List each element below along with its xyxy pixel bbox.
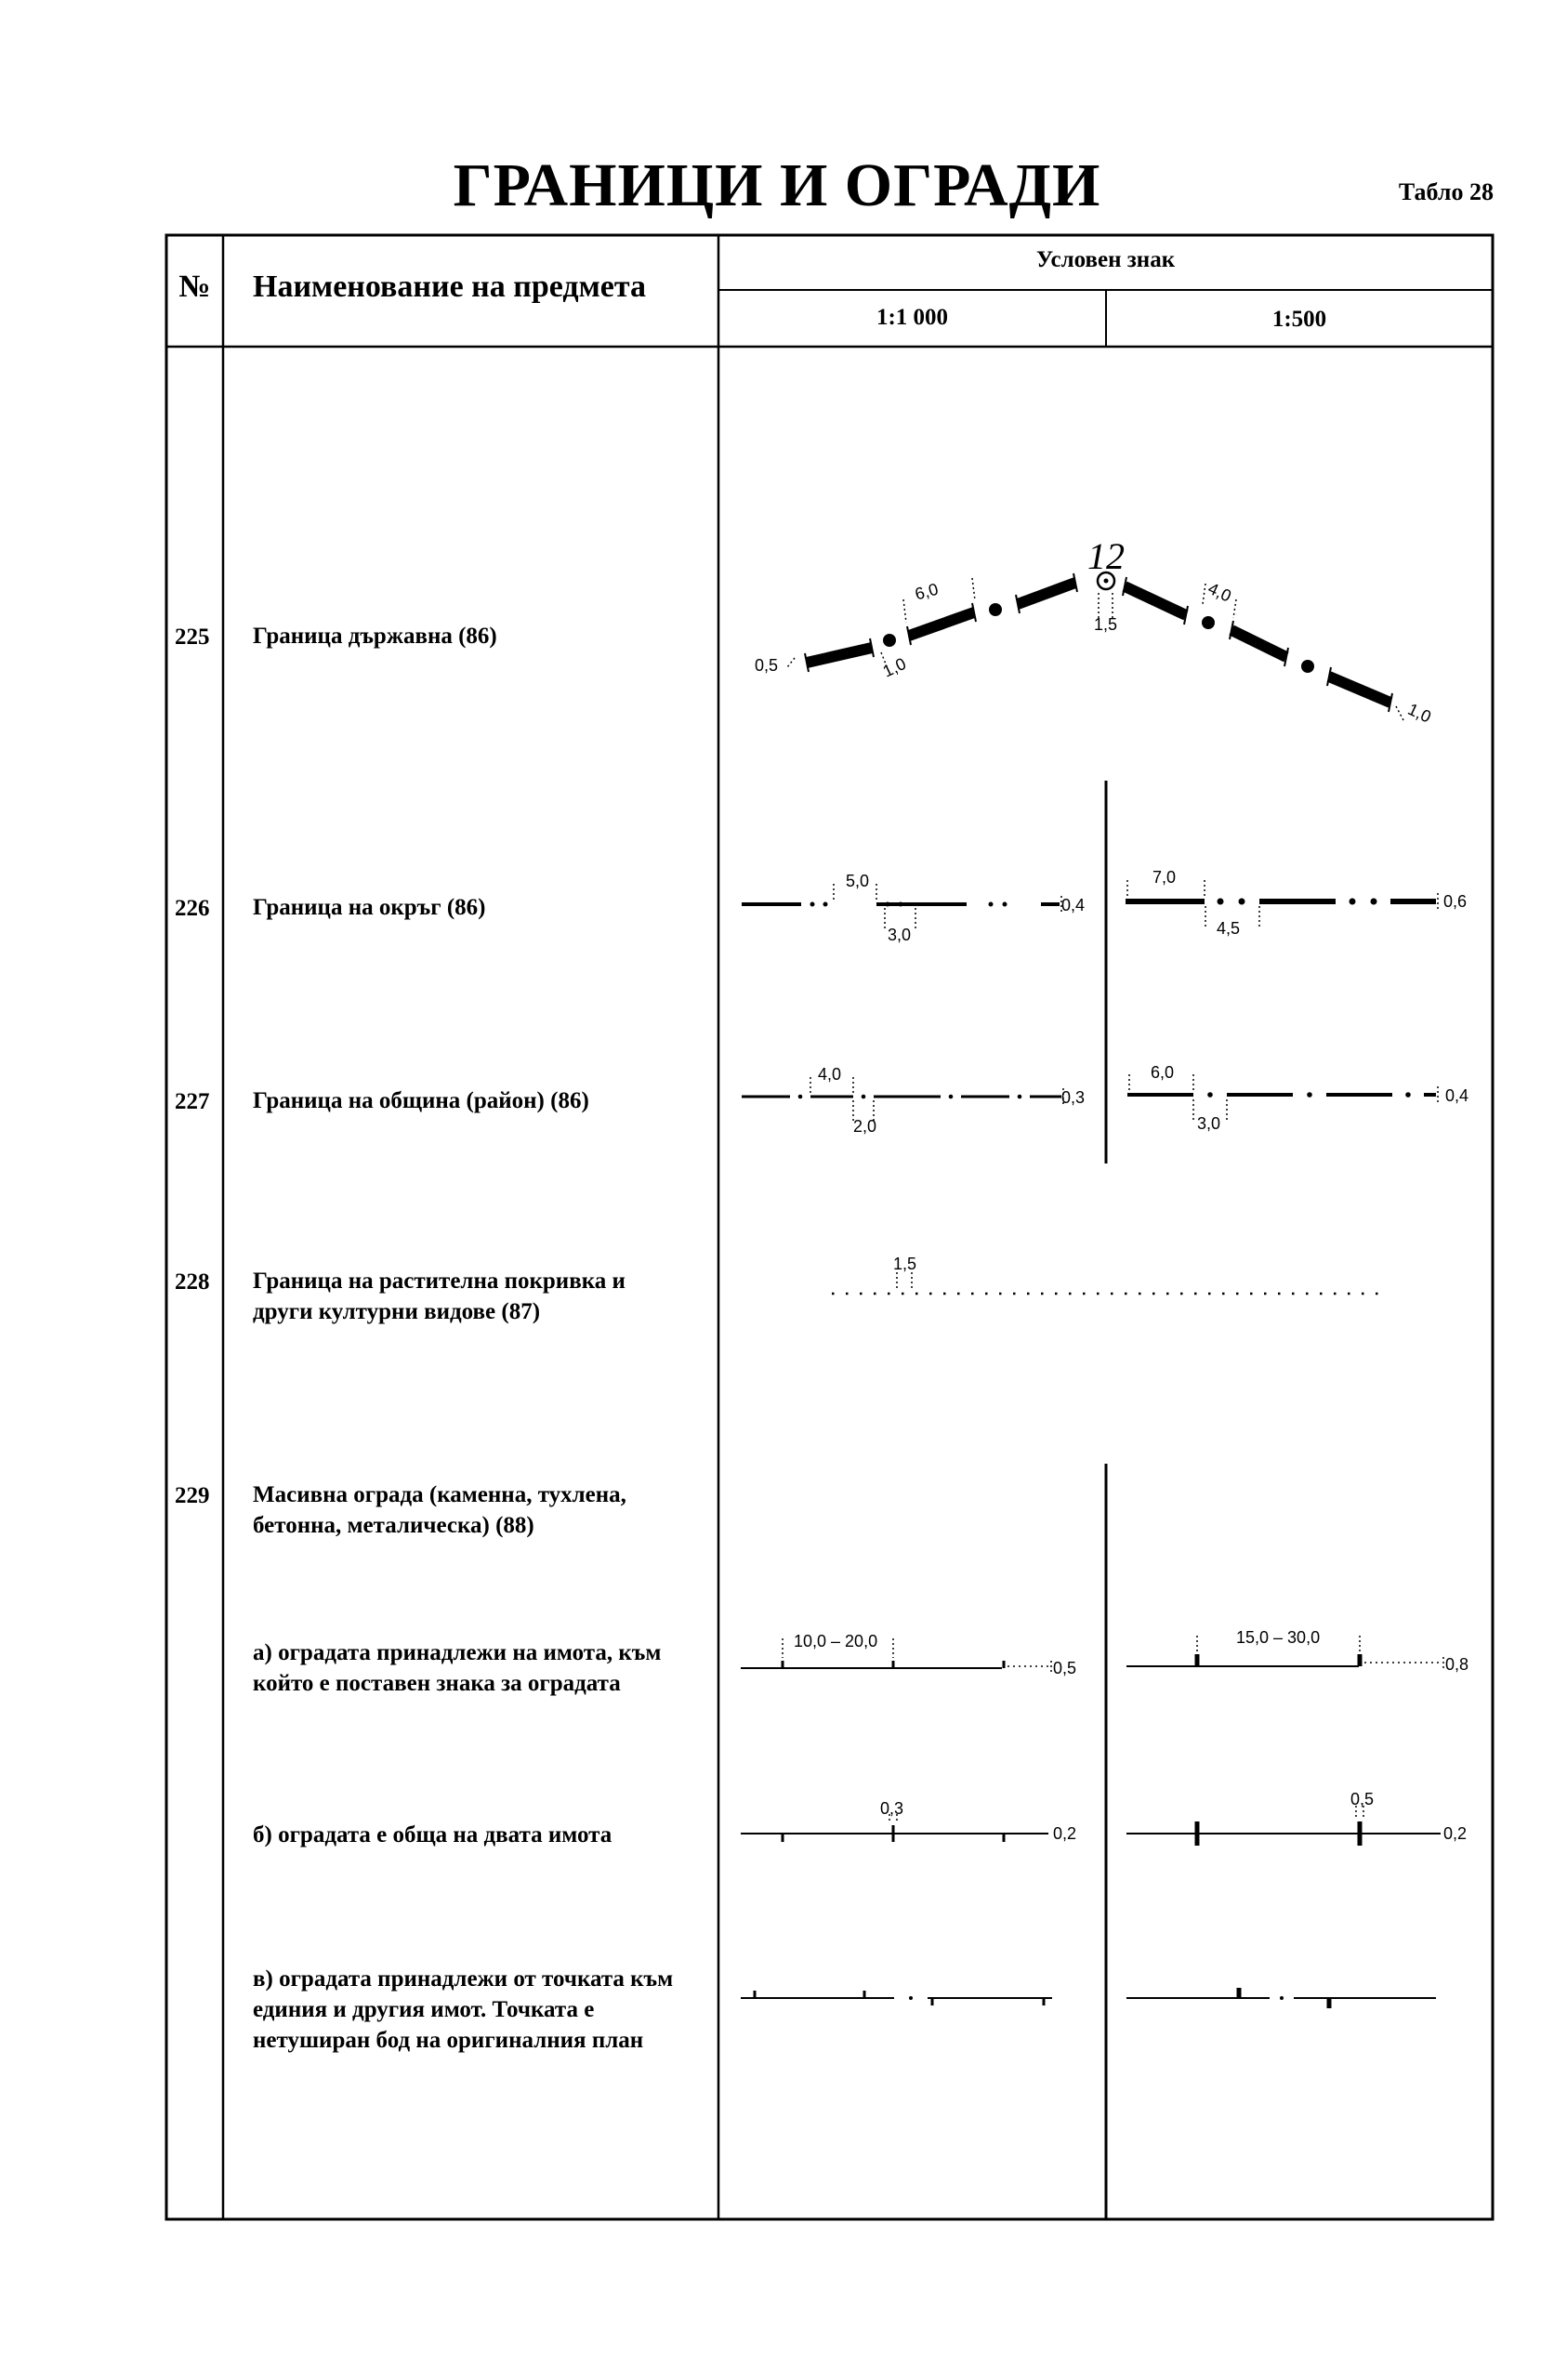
border-dash — [1329, 677, 1390, 703]
dim-label: 0,8 — [1445, 1655, 1469, 1674]
dim-label: 0,5 — [1053, 1659, 1077, 1677]
dimension-labels — [755, 535, 1468, 1843]
symbol-fence-c — [741, 1988, 1436, 2008]
subrow-line: който е поставен знака за оградата — [253, 1671, 621, 1696]
row-number: 225 — [175, 625, 210, 650]
border-dash — [909, 612, 974, 636]
symbol-state-border — [787, 572, 1403, 720]
dim-label: 6,0 — [1151, 1063, 1175, 1082]
subrow-a — [253, 1637, 661, 1699]
dim-label: 7,0 — [1152, 868, 1177, 887]
dim-label: 4,0 — [818, 1065, 842, 1084]
row-number: 226 — [175, 896, 210, 921]
dim-label: 15,0 – 30,0 — [1236, 1628, 1321, 1647]
header-sign: Условен знак — [1035, 247, 1176, 272]
dim-label: 5,0 — [846, 872, 870, 890]
symbol-fence-b — [741, 1806, 1441, 1846]
row-name: Граница на окръг (86) — [253, 895, 486, 920]
dim-label: 10,0 – 20,0 — [794, 1632, 878, 1650]
border-dot — [1202, 616, 1215, 629]
border-dot — [883, 634, 896, 647]
row-name-line: бетонна, металическа) (88) — [253, 1513, 534, 1538]
subrow-line: единия и другия имот. Точката е — [253, 1997, 595, 2022]
dim-label: 3,0 — [1197, 1114, 1221, 1133]
dim-label: 0,4 — [1061, 896, 1086, 914]
border-dash — [807, 648, 872, 663]
row-name-line: други културни видове (87) — [253, 1299, 541, 1324]
border-dot — [989, 603, 1002, 616]
table-border — [166, 235, 1493, 2219]
border-dash — [1125, 586, 1186, 615]
page-title: ГРАНИЦИ И ОГРАДИ — [453, 151, 1101, 219]
subrow-c — [253, 1964, 673, 2056]
header-scale-500: 1:500 — [1271, 307, 1327, 332]
pillar-number: 12 — [1087, 535, 1125, 577]
header-name: Наименование на предмета — [253, 270, 646, 304]
dim-label: 0,2 — [1053, 1824, 1077, 1843]
dim-label: 0,5 — [1350, 1790, 1375, 1808]
header-scale-1000: 1:1 000 — [876, 305, 949, 330]
dim-label: 0,4 — [1445, 1086, 1469, 1105]
dim-label: 4,0 — [1205, 578, 1234, 606]
header-no: № — [178, 270, 211, 304]
dim-label: 1,0 — [1404, 699, 1434, 727]
dim-label: 4,5 — [1217, 919, 1241, 938]
subrow-line: а) оградата принадлежи на имота, към — [253, 1640, 662, 1665]
table-number: Табло 28 — [1398, 178, 1494, 205]
border-dash — [1231, 630, 1286, 657]
row-name — [253, 1479, 626, 1541]
dim-label: 1,5 — [1094, 615, 1118, 634]
subrow-line: в) оградата принадлежи от точката към — [253, 1966, 674, 1992]
dim-label: 1,5 — [893, 1255, 917, 1273]
dim-label: 3,0 — [888, 926, 912, 944]
row-name: Граница на община (район) (86) — [253, 1088, 589, 1113]
dim-label: 0,6 — [1443, 892, 1468, 911]
row-number: 227 — [175, 1089, 210, 1114]
dim-label: 1,0 — [879, 653, 909, 681]
dim-label: 0,3 — [880, 1799, 904, 1818]
border-dash — [1018, 583, 1075, 604]
table-grid — [166, 235, 1493, 2219]
row-name-line: Масивна ограда (каменна, тухлена, — [253, 1482, 626, 1507]
row-name-line: Граница на растителна покривка и — [253, 1269, 626, 1294]
dim-label: 6,0 — [913, 579, 941, 604]
symbol-vegetation-border — [832, 1272, 1385, 1294]
row-number: 229 — [175, 1483, 210, 1508]
dim-label: 0,2 — [1443, 1824, 1468, 1843]
subrow-line: нетуширан бод на оригиналния план — [253, 2028, 644, 2053]
symbol-municipality-border — [742, 1074, 1438, 1123]
row-number: 228 — [175, 1269, 210, 1295]
dim-label: 2,0 — [853, 1117, 877, 1136]
border-dot — [1301, 660, 1314, 673]
subrow-b: б) оградата е обща на двата имота — [253, 1822, 612, 1847]
dim-label: 0,3 — [1061, 1088, 1086, 1107]
row-name: Граница държавна (86) — [253, 624, 497, 649]
dim-label: 0,5 — [755, 656, 779, 675]
row-name — [253, 1266, 626, 1327]
